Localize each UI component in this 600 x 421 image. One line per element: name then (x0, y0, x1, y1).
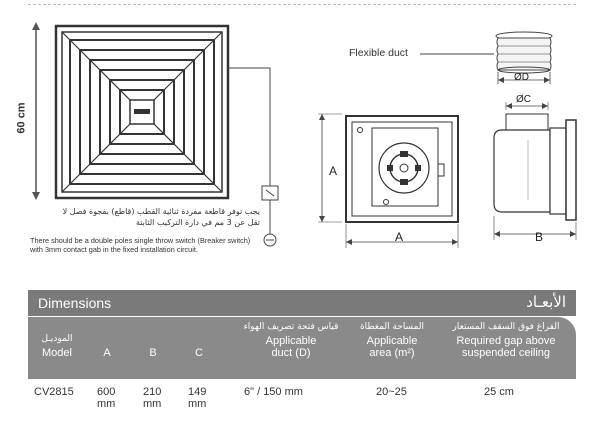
top-divider (28, 4, 576, 5)
cell-area: 20~25 (376, 386, 407, 398)
header-duct: قياس فتحة تصريف الهواء Applicable duct (D) (243, 322, 339, 359)
cell-a: 600 mm (97, 386, 116, 410)
arabic-installation-note: يجب توفر قاطعة مفردة ثنائية القطب (قاطع) بفجوة فصل لا تقل عن 3 مم في دارة التركيب الثابتة (62, 207, 260, 227)
duct-diameter-label: ØD (514, 72, 529, 83)
installation-note: There should be a double poles single throw switch (Breaker switch) with 3mm contact gab in the fixed installation circuit. (30, 236, 251, 254)
flexible-duct-diagram (420, 26, 580, 90)
header-area: المساحة المغطاة Applicable area (m²) (359, 322, 425, 359)
cell-duct: 6" / 150 mm (244, 386, 303, 398)
fan-side-view-diagram (488, 100, 588, 250)
spigot-diameter-label: ØC (516, 94, 531, 105)
header-c: C (195, 347, 203, 359)
height-label: 60 cm (15, 102, 28, 134)
header-b: B (149, 347, 157, 359)
dimension-a-side-label: A (329, 164, 338, 178)
fan-front-view-diagram (316, 108, 466, 250)
header-a: A (103, 347, 111, 359)
dimensions-title: Dimensions (38, 295, 112, 311)
cell-b: 210 mm (143, 386, 162, 410)
dimension-b-label: B (535, 230, 544, 244)
dimensions-banner (28, 290, 576, 316)
flexible-duct-label: Flexible duct (349, 47, 408, 59)
cell-model: CV2815 (34, 386, 74, 398)
dimension-a-bottom-label: A (395, 230, 404, 244)
table-header (28, 317, 576, 379)
header-model: الموديـل Model (41, 334, 73, 359)
cell-c: 149 mm (188, 386, 207, 410)
dimensions-title-arabic: الأبعـاد (526, 293, 566, 311)
cell-gap: 25 cm (484, 386, 514, 398)
header-gap: الفراغ فوق السقف المستعار Required gap above suspended ceiling (452, 322, 560, 359)
